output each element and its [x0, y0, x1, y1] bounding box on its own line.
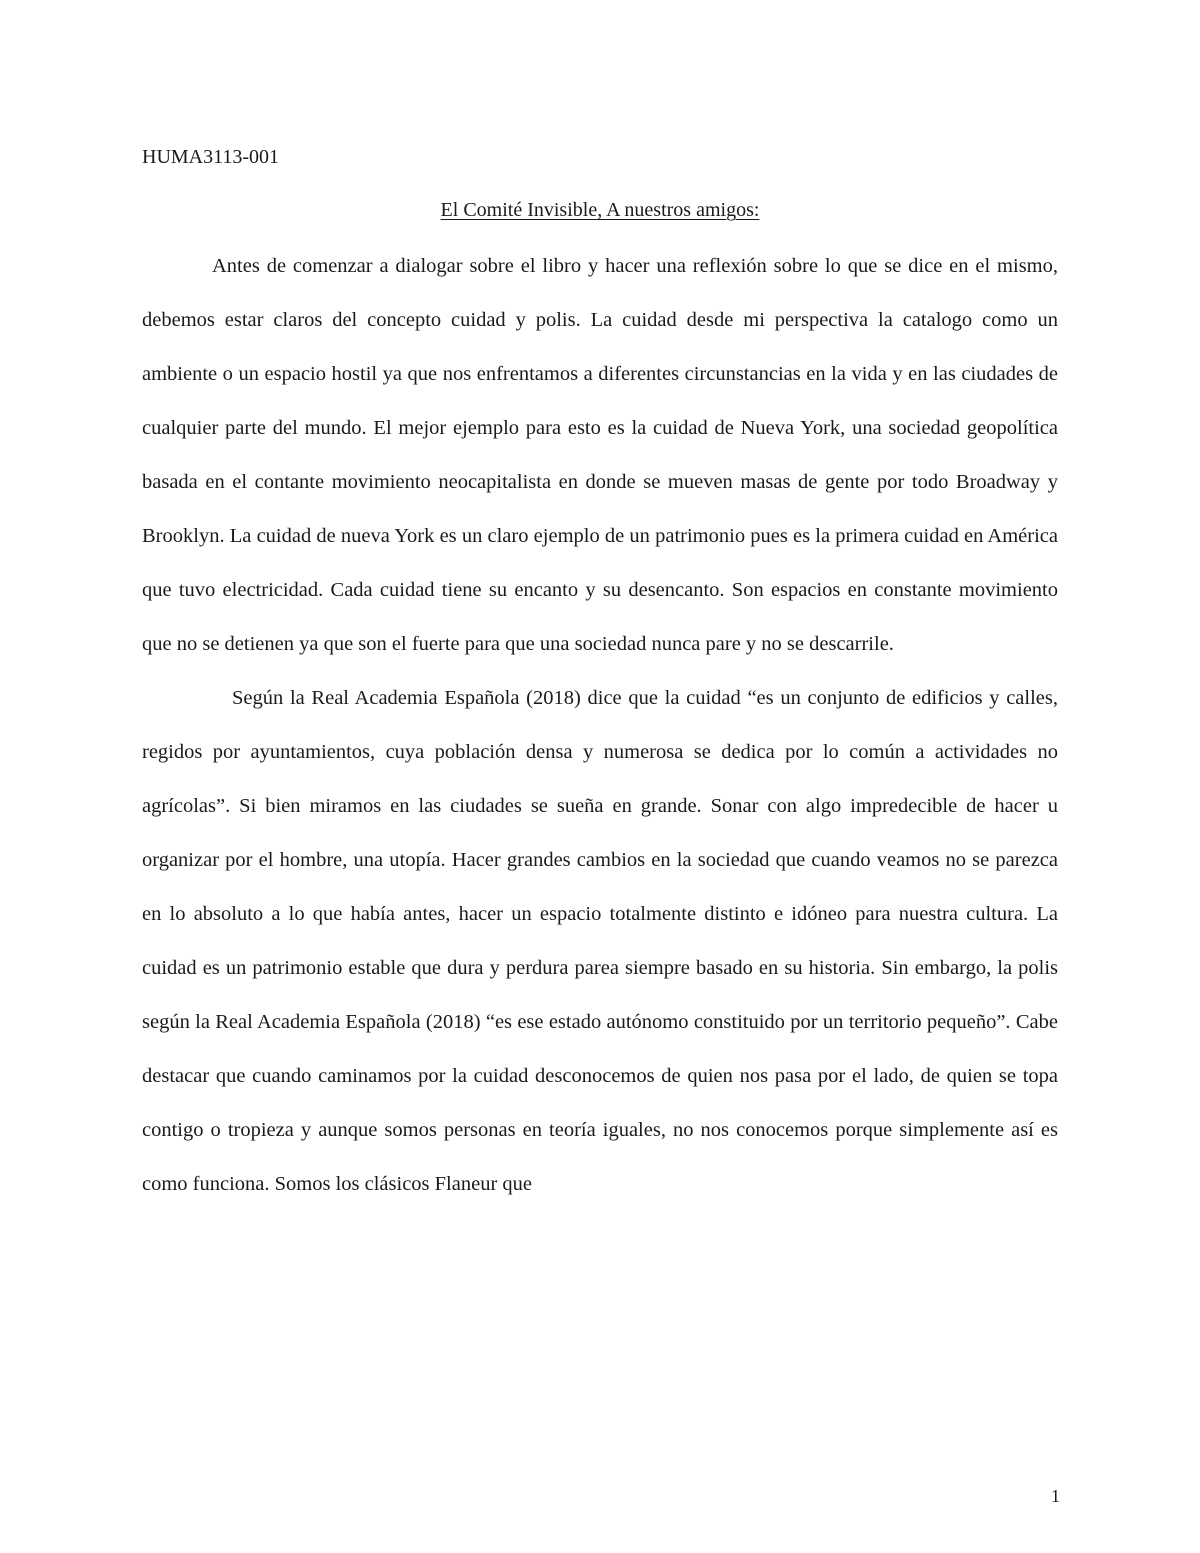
document-title-text: El Comité Invisible, A nuestros amigos: [440, 199, 760, 221]
course-code: HUMA3113-001 [142, 146, 280, 168]
document-title [142, 196, 1058, 224]
paragraph-1: Antes de comenzar a dialogar sobre el libro y hacer una reflexión sobre lo que se dice en el mismo, debemos estar claros del concepto cuidad y polis. La cuidad desde mi perspectiva la catalogo como un ambiente o un espacio hostil ya que nos enfrentamos a diferentes circunstancias en la vida y en las ciudades de cualquier parte del mundo. El mejor ejemplo para esto es la cuidad de Nueva York, una sociedad geopolítica basada en el contante movimiento neocapitalista en donde se mueven masas de gente por todo Broadway y Brooklyn. La cuidad de nueva York es un claro ejemplo de un patrimonio pues es la primera cuidad en América que tuvo electricidad. Cada cuidad tiene su encanto y su desencanto. Son espacios en constante movimiento que no se detienen ya que son el fuerte para que una sociedad nunca pare y no se descarrile. [142, 255, 1058, 655]
document-body [142, 239, 1058, 1211]
paragraph-2: Según la Real Academia Española (2018) dice que la cuidad “es un conjunto de edificios y calles, regidos por ayuntamientos, cuya población densa y numerosa se dedica por lo común a actividades no agrícolas”. Si bien miramos en las ciudades se sueña en grande. Sonar con algo impredecible de hacer u organizar por el hombre, una utopía. Hacer grandes cambios en la sociedad que cuando veamos no se parezca en lo absoluto a lo que había antes, hacer un espacio totalmente distinto e idóneo para nuestra cultura. La cuidad es un patrimonio estable que dura y perdura parea siempre basado en su historia. Sin embargo, la polis según la Real Academia Española (2018) “es ese estado autónomo constituido por un territorio pequeño”. Cabe destacar que cuando caminamos por la cuidad desconocemos de quien nos pasa por el lado, de quien se topa contigo o tropieza y aunque somos personas en teoría iguales, no nos conocemos porque simplemente así es como funciona. Somos los clásicos Flaneur que [142, 687, 1058, 1195]
page-number: 1 [1051, 1486, 1060, 1506]
